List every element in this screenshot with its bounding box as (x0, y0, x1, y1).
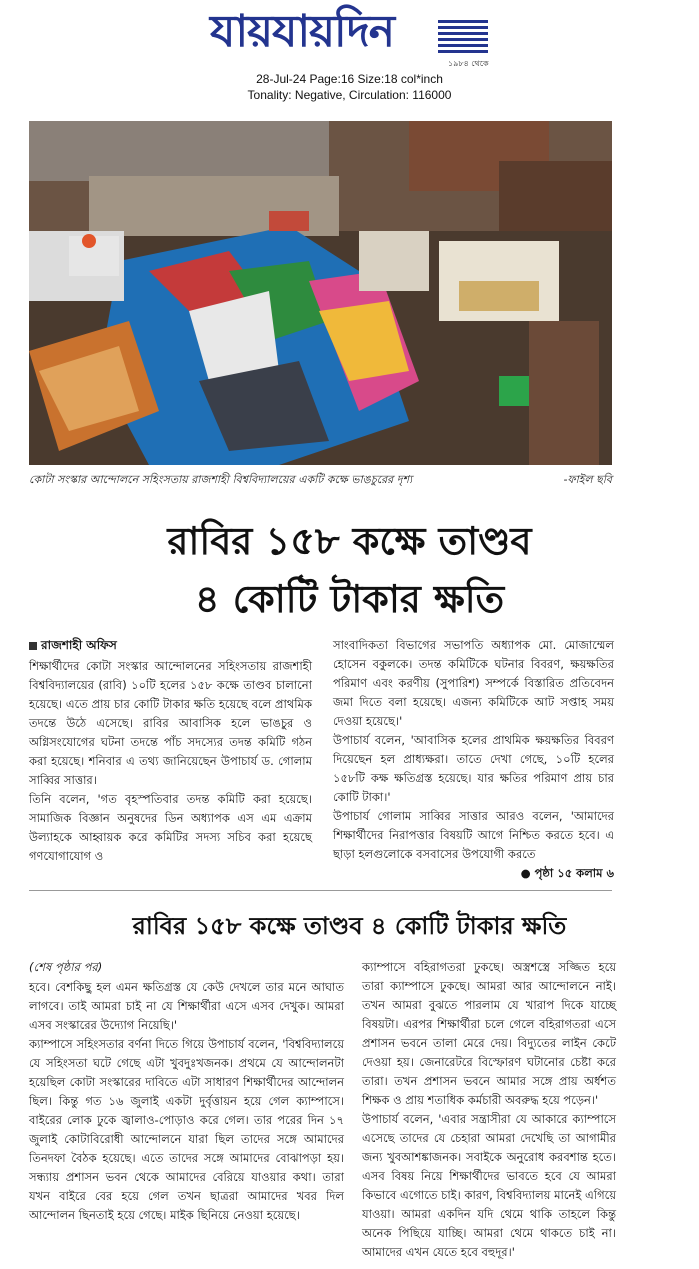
paragraph: উপাচার্য বলেন, 'আবাসিক হলের প্রাথমিক ক্ষয়ক্ষতির বিবরণ দিয়েছেন হল প্রাধ্যক্ষরা। তাতে দেখা গেছে, ১০টি হলের ১৫৮টি কক্ষ ক্ষতিগ্রস্ত হয়েছে। যার ক্ষতির পরিমাণ প্রায় চার কোটি টাকা।' (333, 733, 614, 804)
photo-credit: -ফাইল ছবি (563, 473, 612, 486)
continuation-label: (শেষ পৃষ্ঠার পর) (29, 960, 103, 974)
paragraph (333, 807, 614, 880)
logo-stripes-icon (438, 18, 488, 58)
logo-tagline: ১৯৮৪ থেকে (448, 59, 489, 68)
continued-reference: ● পৃষ্ঠা ১৫ কলাম ৬ (520, 866, 614, 880)
byline (29, 636, 312, 655)
news-photo (29, 121, 612, 465)
paragraph-text: উপাচার্য গোলাম সাব্বির সাত্তার আরও বলেন, 'আমাদের শিক্ষার্থীদের নিরাপত্তার বিষয়টি আগে নিশ্চিত করতে হবে। এ ছাড়া হলগুলোকে বসবাসের উপযোগী করতে (333, 809, 614, 861)
clipping-meta-line1: 28-Jul-24 Page:16 Size:18 col*inch (256, 72, 443, 86)
caption-text: কোটা সংস্কার আন্দোলনে সহিংসতায় রাজশাহী বিশ্ববিদ্যালয়ের একটি কক্ষে ভাঙচুরের দৃশ্য (29, 473, 413, 486)
article-column-1 (29, 636, 312, 866)
paragraph: ক্যাম্পাসে বহিরাগতরা ঢুকছে। অস্ত্রশস্ত্রে সজ্জিত হয়ে তারা ক্যাম্পাসে ঢুকছে। আমরা আর আন্দোলনে নাই। তখন আমরা বুঝতে পারলাম যে খারাপ দিকে যাচ্ছে বিষয়টা। এরপর শিক্ষার্থীরা চলে গেলে বহিরাগতরা এসে প্রশাসন ভবনে তালা মেরে দেয়। বিদ্যুতের লাইন কেটে দেওয়া হয়। জেনারেটরে বিস্ফোরণ ঘটানোর চেষ্টা করে তারা। তখন প্রশাসন ভবনে আমার সঙ্গে প্রায় অর্ধশত শিক্ষক ও প্রায় শতাধিক কর্মচারী অবরুদ্ধ হয়ে পড়েন।' (362, 960, 616, 1107)
paragraph: হবে। বেশকিছু হল এমন ক্ষতিগ্রস্ত যে কেউ দেখলে তার মনে আঘাত লাগবে। তাই আমরা চাই না যে শিক্ষার্থীরা এসে এসব দেখুক। আমরা এসব সংস্কারের উদ্যোগ নিয়েছি।' (29, 980, 344, 1032)
paragraph: শিক্ষার্থীদের কোটা সংস্কার আন্দোলনের সহিংসতায় রাজশাহী বিশ্ববিদ্যালয়ের (রাবি) ১০টি হলের ১৫৮ কক্ষে তাণ্ডব চালানো হয়েছে। এতে প্রায় চার কোটি টাকার ক্ষতি হয়েছে বলে প্রাথমিক তদন্তে উঠে এসেছে। রাবির আবাসিক হলে ভাঙচুর ও অগ্নিসংযোগের ঘটনা তদন্তে পাঁচ সদস্যের তদন্ত কমিটি গঠন করা হয়েছে। শনিবার এ তথ্য জানিয়েছেন উপাচার্য ড. গোলাম সাব্বির সাত্তার। (29, 659, 312, 787)
article-column-2 (333, 636, 614, 883)
masthead (0, 0, 699, 110)
paragraph: উপাচার্য বলেন, 'এবার সন্ত্রাসীরা যে আকারে ক্যাম্পাসে এসেছে তাদের যে চেহারা আমরা দেখেছি তা আগামীর জন্য খুবআশঙ্কাজনক। সবাইকে অনুরোধ করবশান্ত হতে। এসব বিষয় নিয়ে শিক্ষার্থীদের ভাবতে হবে যে আমরা কিভাবে এগোতে চাই। কারণ, বিশ্ববিদ্যালয় মানেই এগিয়ে যাওয়া। আমরা একদিন যদি থেমে থাকি তাহলে কিন্তু অনেক পিছিয়ে যাচ্ছি। আমরা থেমে থাকতে চাই না। আমাদের এখন যেতে হবে বহুদূর।' (362, 1112, 616, 1259)
newspaper-logo: যায়যায়দিন (210, 6, 395, 57)
continuation-column-2 (362, 958, 616, 1262)
continuation-column-1 (29, 958, 344, 1225)
clipping-meta-line2: Tonality: Negative, Circulation: 116000 (247, 88, 452, 102)
section-divider (29, 890, 612, 891)
vandalized-room-image (29, 121, 612, 465)
paragraph: সাংবাদিকতা বিভাগের সভাপতি অধ্যাপক মো. মোজাম্মেল হোসেন বকুলকে। তদন্ত কমিটিকে ঘটনার বিবরণ, ক্ষয়ক্ষতির পরিমাণ এবং করণীয় (সুপারিশ) সম্পর্কে বিস্তারিত প্রতিবেদন জমা দিতে বলা হয়েছে। এজন্য কমিটিকে আট সপ্তাহ সময় দেওয়া হয়েছে।' (333, 638, 614, 728)
headline-line1: রাবির ১৫৮ কক্ষে তাণ্ডব (167, 519, 532, 563)
paragraph: তিনি বলেন, 'গত বৃহস্পতিবার তদন্ত কমিটি করা হয়েছে। সামাজিক বিজ্ঞান অনুষদের ডিন অধ্যাপক এস এম এক্রাম উল্যাহকে আহ্বায়ক করে কমিটির সদস্য সচিব করা হয়েছে গণযোগাযোগ ও (29, 792, 312, 863)
photo-caption (29, 471, 612, 490)
headline-line2: ৪ কোটি টাকার ক্ষতি (194, 577, 505, 621)
byline-text: রাজশাহী অফিস (41, 638, 117, 652)
paragraph: ক্যাম্পাসে সহিংসতার বর্ণনা দিতে গিয়ে উপাচার্য বলেন, 'বিশ্ববিদ্যালয়ে যে সহিংসতা ঘটে গেছে এটা খুবদুঃখজনক। প্রথমে যে আন্দোলনটা হয়েছিল কোটা সংস্কারের দাবিতে এটা সাধারণ শিক্ষার্থীদের আন্দোলন ছিল। কিন্তু গত ১৬ জুলাই একটা দুর্বৃত্তায়ন হয়ে গেল ক্যাম্পাসে। বাইরের লোক ঢুকে জ্বালাও-পোড়াও করে গেল। তার পরের দিন ১৭ জুলাই কোটাবিরোধী আন্দোলনে যারা ছিল তাদের সঙ্গে আমাদের তিনদফা বৈঠক হয়েছে। এতে তাদের সঙ্গে আমাদের বোঝাপড়া হয়। সন্ধ্যায় প্রশাসন ভবন থেকে আমাদের বেরিয়ে যাওয়ার কথা। তারা যখন বাইরে বের হয়ে গেল তখন ছাত্ররা আমাদের খবর দিল আন্দোলন ছিনতাই হয়ে গেছে। মাইক ছিনিয়ে নেওয়া হয়েছে। (29, 1037, 344, 1222)
continuation-headline: রাবির ১৫৮ কক্ষে তাণ্ডব ৪ কোটি টাকার ক্ষতি (132, 912, 567, 940)
bullet-square-icon (29, 642, 37, 650)
